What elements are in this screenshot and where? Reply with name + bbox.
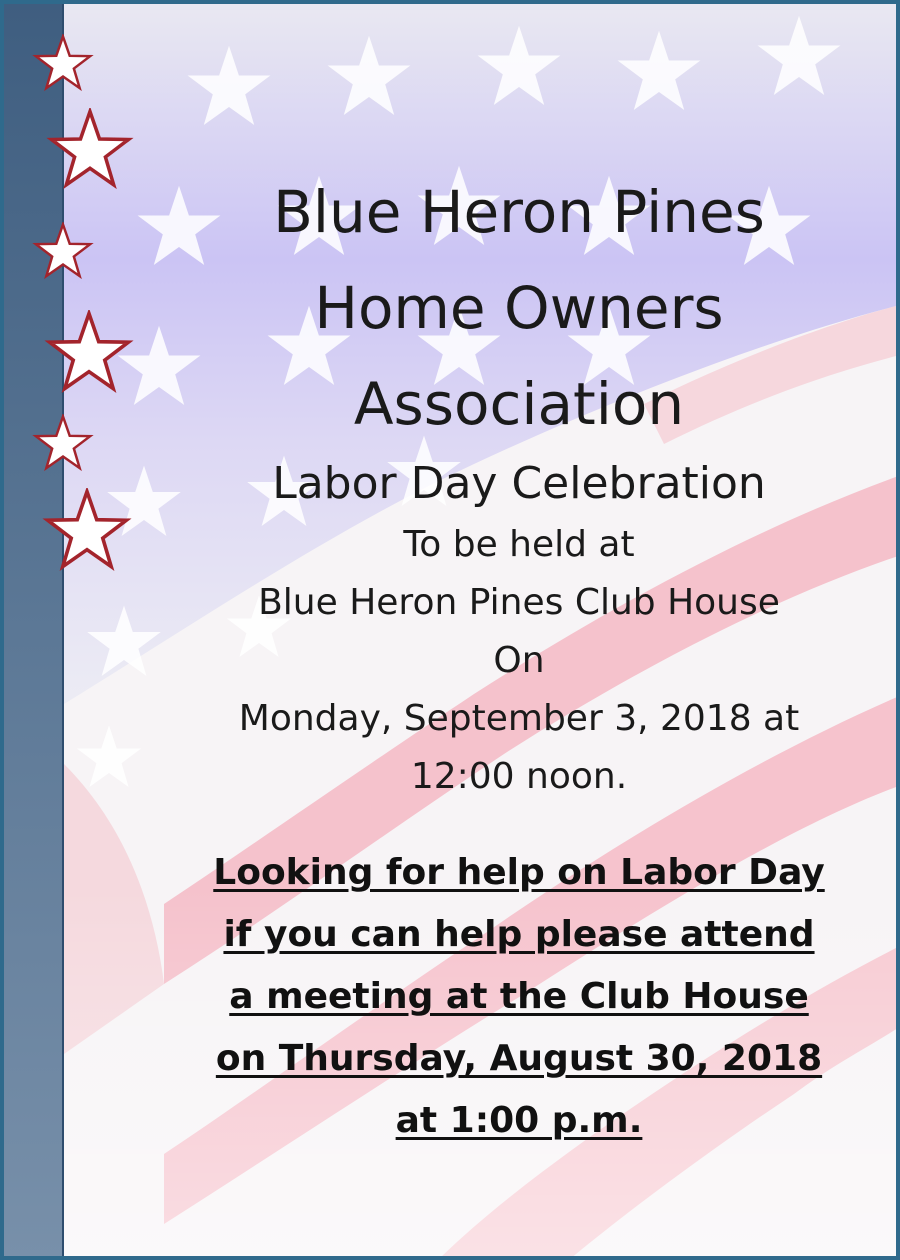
notice-line: Looking for help on Labor Day [213, 852, 825, 893]
title-line: Association [353, 370, 685, 438]
star-icon [36, 224, 90, 276]
notice-line: at 1:00 p.m. [395, 1100, 643, 1141]
event-detail: To be held at [403, 524, 635, 565]
notice-line: a meeting at the Club House [229, 976, 809, 1017]
decorative-stars [4, 4, 144, 604]
volunteer-notice [134, 842, 900, 1152]
star-icon [36, 416, 90, 468]
star-icon [48, 492, 127, 567]
event-time: 12:00 noon. [410, 756, 628, 797]
event-name: Labor Day Celebration [272, 458, 766, 509]
notice-line: on Thursday, August 30, 2018 [215, 1038, 823, 1079]
title-line: Home Owners [314, 274, 724, 342]
event-location: Blue Heron Pines Club House [258, 582, 780, 623]
flyer-body [134, 164, 900, 806]
title-line: Blue Heron Pines [273, 178, 765, 246]
event-date: Monday, September 3, 2018 at [238, 698, 800, 739]
notice-line: if you can help please attend [223, 914, 815, 955]
star-icon [52, 112, 129, 185]
event-detail: On [493, 640, 545, 681]
star-icon [36, 36, 90, 88]
star-icon [50, 314, 129, 389]
